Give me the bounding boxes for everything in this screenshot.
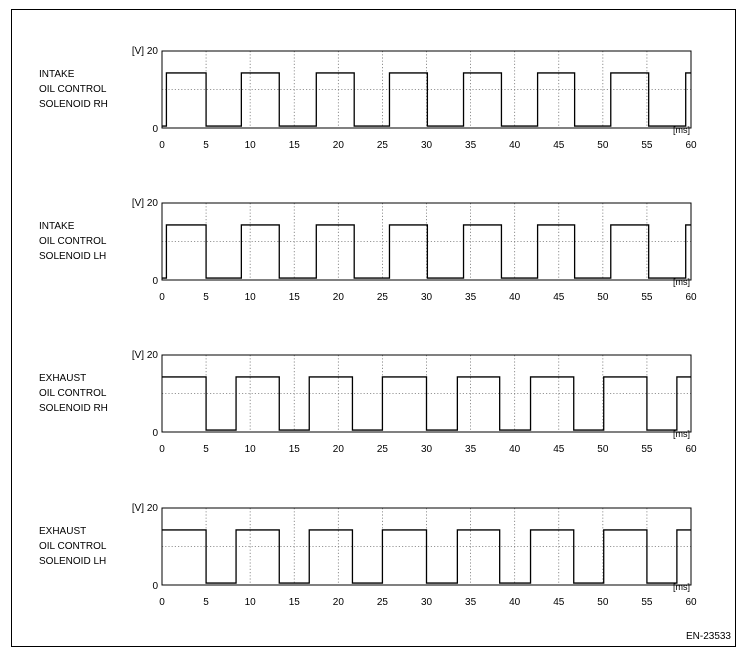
x-tick-label: 55 <box>641 140 653 151</box>
signal-label-line: INTAKE <box>39 221 75 232</box>
x-tick-label: 45 <box>553 444 565 455</box>
signal-label-line: INTAKE <box>39 69 75 80</box>
signal-label-line: OIL CONTROL <box>39 388 107 399</box>
x-tick-label: 40 <box>509 597 521 608</box>
y-tick-label-max: [V] 20 <box>131 198 158 209</box>
x-tick-label: 20 <box>332 140 344 151</box>
waveform-line <box>162 530 691 583</box>
x-tick-label: 35 <box>465 444 477 455</box>
waveform-line <box>162 377 691 430</box>
x-tick-label: 15 <box>288 140 300 151</box>
x-tick-label: 20 <box>332 292 344 303</box>
y-tick-label-min: 0 <box>152 428 158 439</box>
x-tick-label: 15 <box>288 597 300 608</box>
y-tick-label-max: [V] 20 <box>131 503 158 514</box>
signal-label-line: OIL CONTROL <box>39 541 107 552</box>
x-tick-label: 55 <box>641 444 653 455</box>
signal-label-line: OIL CONTROL <box>39 84 107 95</box>
y-tick-label-min: 0 <box>152 581 158 592</box>
y-tick-label-max: [V] 20 <box>131 46 158 57</box>
x-axis-unit: [ms] <box>673 429 690 439</box>
x-tick-label: 60 <box>685 444 697 455</box>
x-tick-label: 10 <box>244 292 256 303</box>
x-tick-label: 15 <box>288 292 300 303</box>
x-tick-label: 25 <box>376 597 388 608</box>
x-tick-label: 30 <box>420 444 433 455</box>
x-tick-label: 0 <box>159 292 165 303</box>
x-tick-label: 10 <box>244 444 256 455</box>
x-tick-label: 55 <box>641 597 653 608</box>
y-tick-label-min: 0 <box>152 124 158 135</box>
x-tick-label: 30 <box>420 140 433 151</box>
x-tick-label: 0 <box>159 444 165 455</box>
x-tick-label: 0 <box>159 140 165 151</box>
x-tick-label: 50 <box>597 292 609 303</box>
x-tick-label: 25 <box>376 140 388 151</box>
x-tick-label: 40 <box>509 140 521 151</box>
x-tick-label: 45 <box>553 140 565 151</box>
x-tick-label: 55 <box>641 292 653 303</box>
x-tick-label: 50 <box>597 597 609 608</box>
x-tick-label: 5 <box>203 444 209 455</box>
x-tick-label: 30 <box>420 597 433 608</box>
x-tick-label: 35 <box>465 140 477 151</box>
x-tick-label: 5 <box>203 292 209 303</box>
x-tick-label: 40 <box>509 444 521 455</box>
signal-label-line: SOLENOID RH <box>39 99 108 110</box>
x-tick-label: 10 <box>244 140 256 151</box>
signal-label-line: SOLENOID LH <box>39 251 107 262</box>
x-tick-label: 40 <box>509 292 521 303</box>
x-tick-label: 25 <box>376 444 388 455</box>
x-tick-label: 25 <box>376 292 388 303</box>
x-axis-unit: [ms] <box>673 125 690 135</box>
x-tick-label: 60 <box>685 292 697 303</box>
x-tick-label: 10 <box>244 597 256 608</box>
x-tick-label: 35 <box>465 597 477 608</box>
y-tick-label-min: 0 <box>152 276 158 287</box>
x-tick-label: 5 <box>203 140 209 151</box>
x-tick-label: 20 <box>332 597 344 608</box>
x-tick-label: 35 <box>465 292 477 303</box>
x-tick-label: 15 <box>288 444 300 455</box>
x-tick-label: 45 <box>553 292 565 303</box>
y-tick-label-max: [V] 20 <box>131 350 158 361</box>
x-axis-unit: [ms] <box>673 277 690 287</box>
signal-label-line: OIL CONTROL <box>39 236 107 247</box>
signal-label-line: SOLENOID LH <box>39 556 107 567</box>
reference-code: EN-23533 <box>685 631 731 642</box>
signal-label-line: EXHAUST <box>39 373 87 384</box>
x-tick-label: 50 <box>597 140 609 151</box>
x-tick-label: 45 <box>553 597 565 608</box>
x-axis-unit: [ms] <box>673 582 690 592</box>
x-tick-label: 60 <box>685 140 697 151</box>
x-tick-label: 50 <box>597 444 609 455</box>
x-tick-label: 60 <box>685 597 697 608</box>
x-tick-label: 20 <box>332 444 344 455</box>
x-tick-label: 5 <box>203 597 209 608</box>
x-tick-label: 0 <box>159 597 165 608</box>
x-tick-label: 30 <box>420 292 433 303</box>
signal-label-line: SOLENOID RH <box>39 403 108 414</box>
signal-label-line: EXHAUST <box>39 526 87 537</box>
